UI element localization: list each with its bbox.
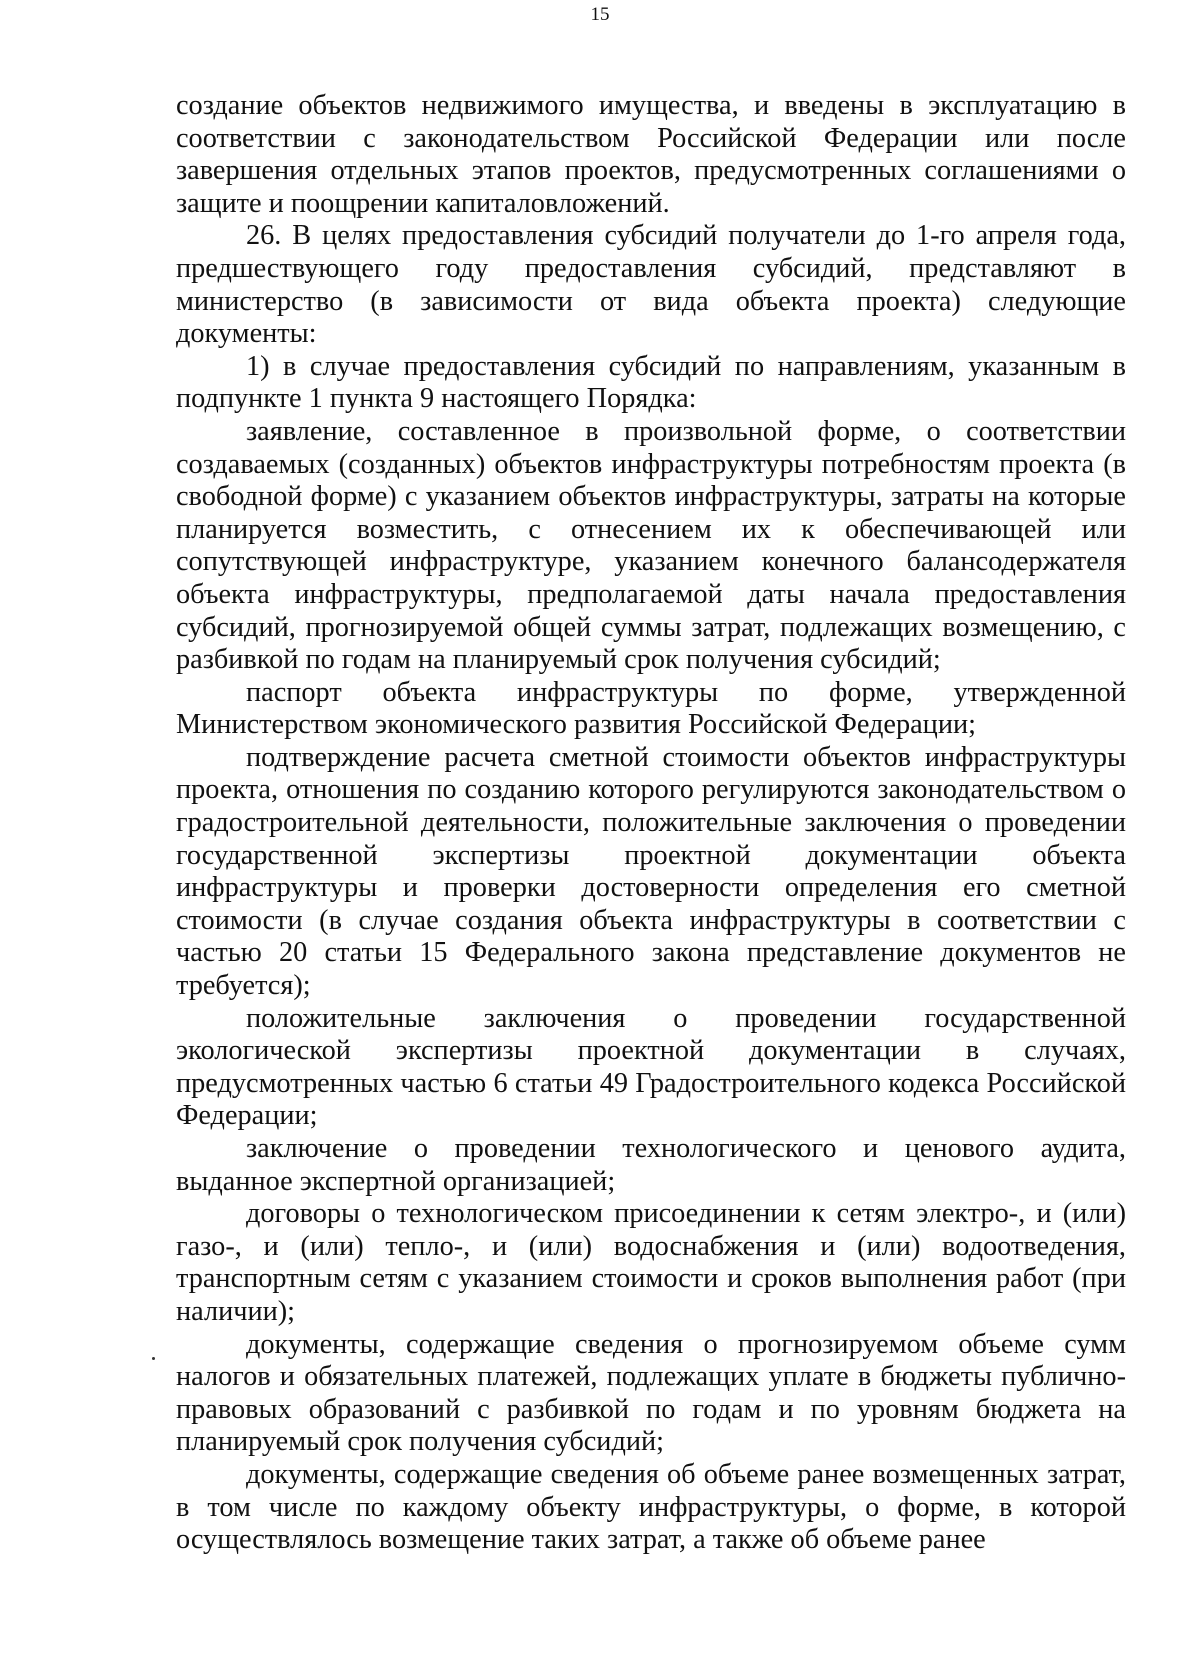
paragraph-tax-forecast: документы, содержащие сведения о прогнозируемом объеме сумм налогов и обязательных платежей, подлежащих уплате в бюджеты публично-правовых образований с разбивкой по годам и по уровням бюджета на планируемый срок получения субсидий;	[176, 1328, 1126, 1458]
page-number: 15	[590, 4, 610, 25]
paragraph-passport: паспорт объекта инфраструктуры по форме, утвержденной Министерством экономического развития Российской Федерации;	[176, 676, 1126, 741]
paragraph-continuation: создание объектов недвижимого имущества, и введены в эксплуатацию в соответствии с законодательством Российской Федерации или после завершения отдельных этапов проектов, предусмотренных соглашениями о защите и поощрении капиталовложений.	[176, 90, 1126, 219]
paragraph-item-26: 26. В целях предоставления субсидий получатели до 1-го апреля года, предшествующего году предоставления субсидий, представляют в министерство (в зависимости от вида объекта проекта) следующие документы:	[176, 220, 1126, 350]
paragraph-subitem-1: 1) в случае предоставления субсидий по направлениям, указанным в подпункте 1 пункта 9 настоящего Порядка:	[176, 350, 1126, 415]
paragraph-ecological-expertise: положительные заключения о проведении государственной экологической экспертизы проектной документации в случаях, предусмотренных частью 6 статьи 49 Градостроительного кодекса Российской Федерации;	[176, 1002, 1126, 1132]
scan-speck	[152, 1357, 155, 1360]
paragraph-cost-confirmation: подтверждение расчета сметной стоимости объектов инфраструктуры проекта, отношения по созданию которого регулируются законодательством о градостроительной деятельности, положительные заключения о проведении государственной экспертизы проектной документации объекта инфраструктуры и проверки достоверности определения его сметной стоимости (в случае создания объекта инфраструктуры в соответствии с частью 20 статьи 15 Федерального закона представление документов не требуется);	[176, 741, 1126, 1002]
document-body	[176, 90, 1126, 1557]
paragraph-connection-contracts: договоры о технологическом присоединении к сетям электро-, и (или) газо-, и (или) тепло-, и (или) водоснабжения и (или) водоотведения, транспортным сетям с указанием стоимости и сроков выполнения работ (при наличии);	[176, 1198, 1126, 1327]
paragraph-audit-conclusion: заключение о проведении технологического и ценового аудита, выданное экспертной организацией;	[176, 1133, 1126, 1197]
paragraph-application: заявление, составленное в произвольной форме, о соответствии создаваемых (созданных) объектов инфраструктуры потребностям проекта (в свободной форме) с указанием объектов инфраструктуры, затраты на которые планируется возместить, с отнесением их к обеспечивающей или сопутствующей инфраструктуре, указанием конечного балансодержателя объекта инфраструктуры, предполагаемой даты начала предоставления субсидий, прогнозируемой общей суммы затрат, подлежащих возмещению, с разбивкой по годам на планируемый срок получения субсидий;	[176, 415, 1126, 676]
paragraph-reimbursed-costs: документы, содержащие сведения об объеме ранее возмещенных затрат, в том числе по каждому объекту инфраструктуры, о форме, в которой осуществлялось возмещение таких затрат, а также об объеме ранее	[176, 1458, 1126, 1556]
